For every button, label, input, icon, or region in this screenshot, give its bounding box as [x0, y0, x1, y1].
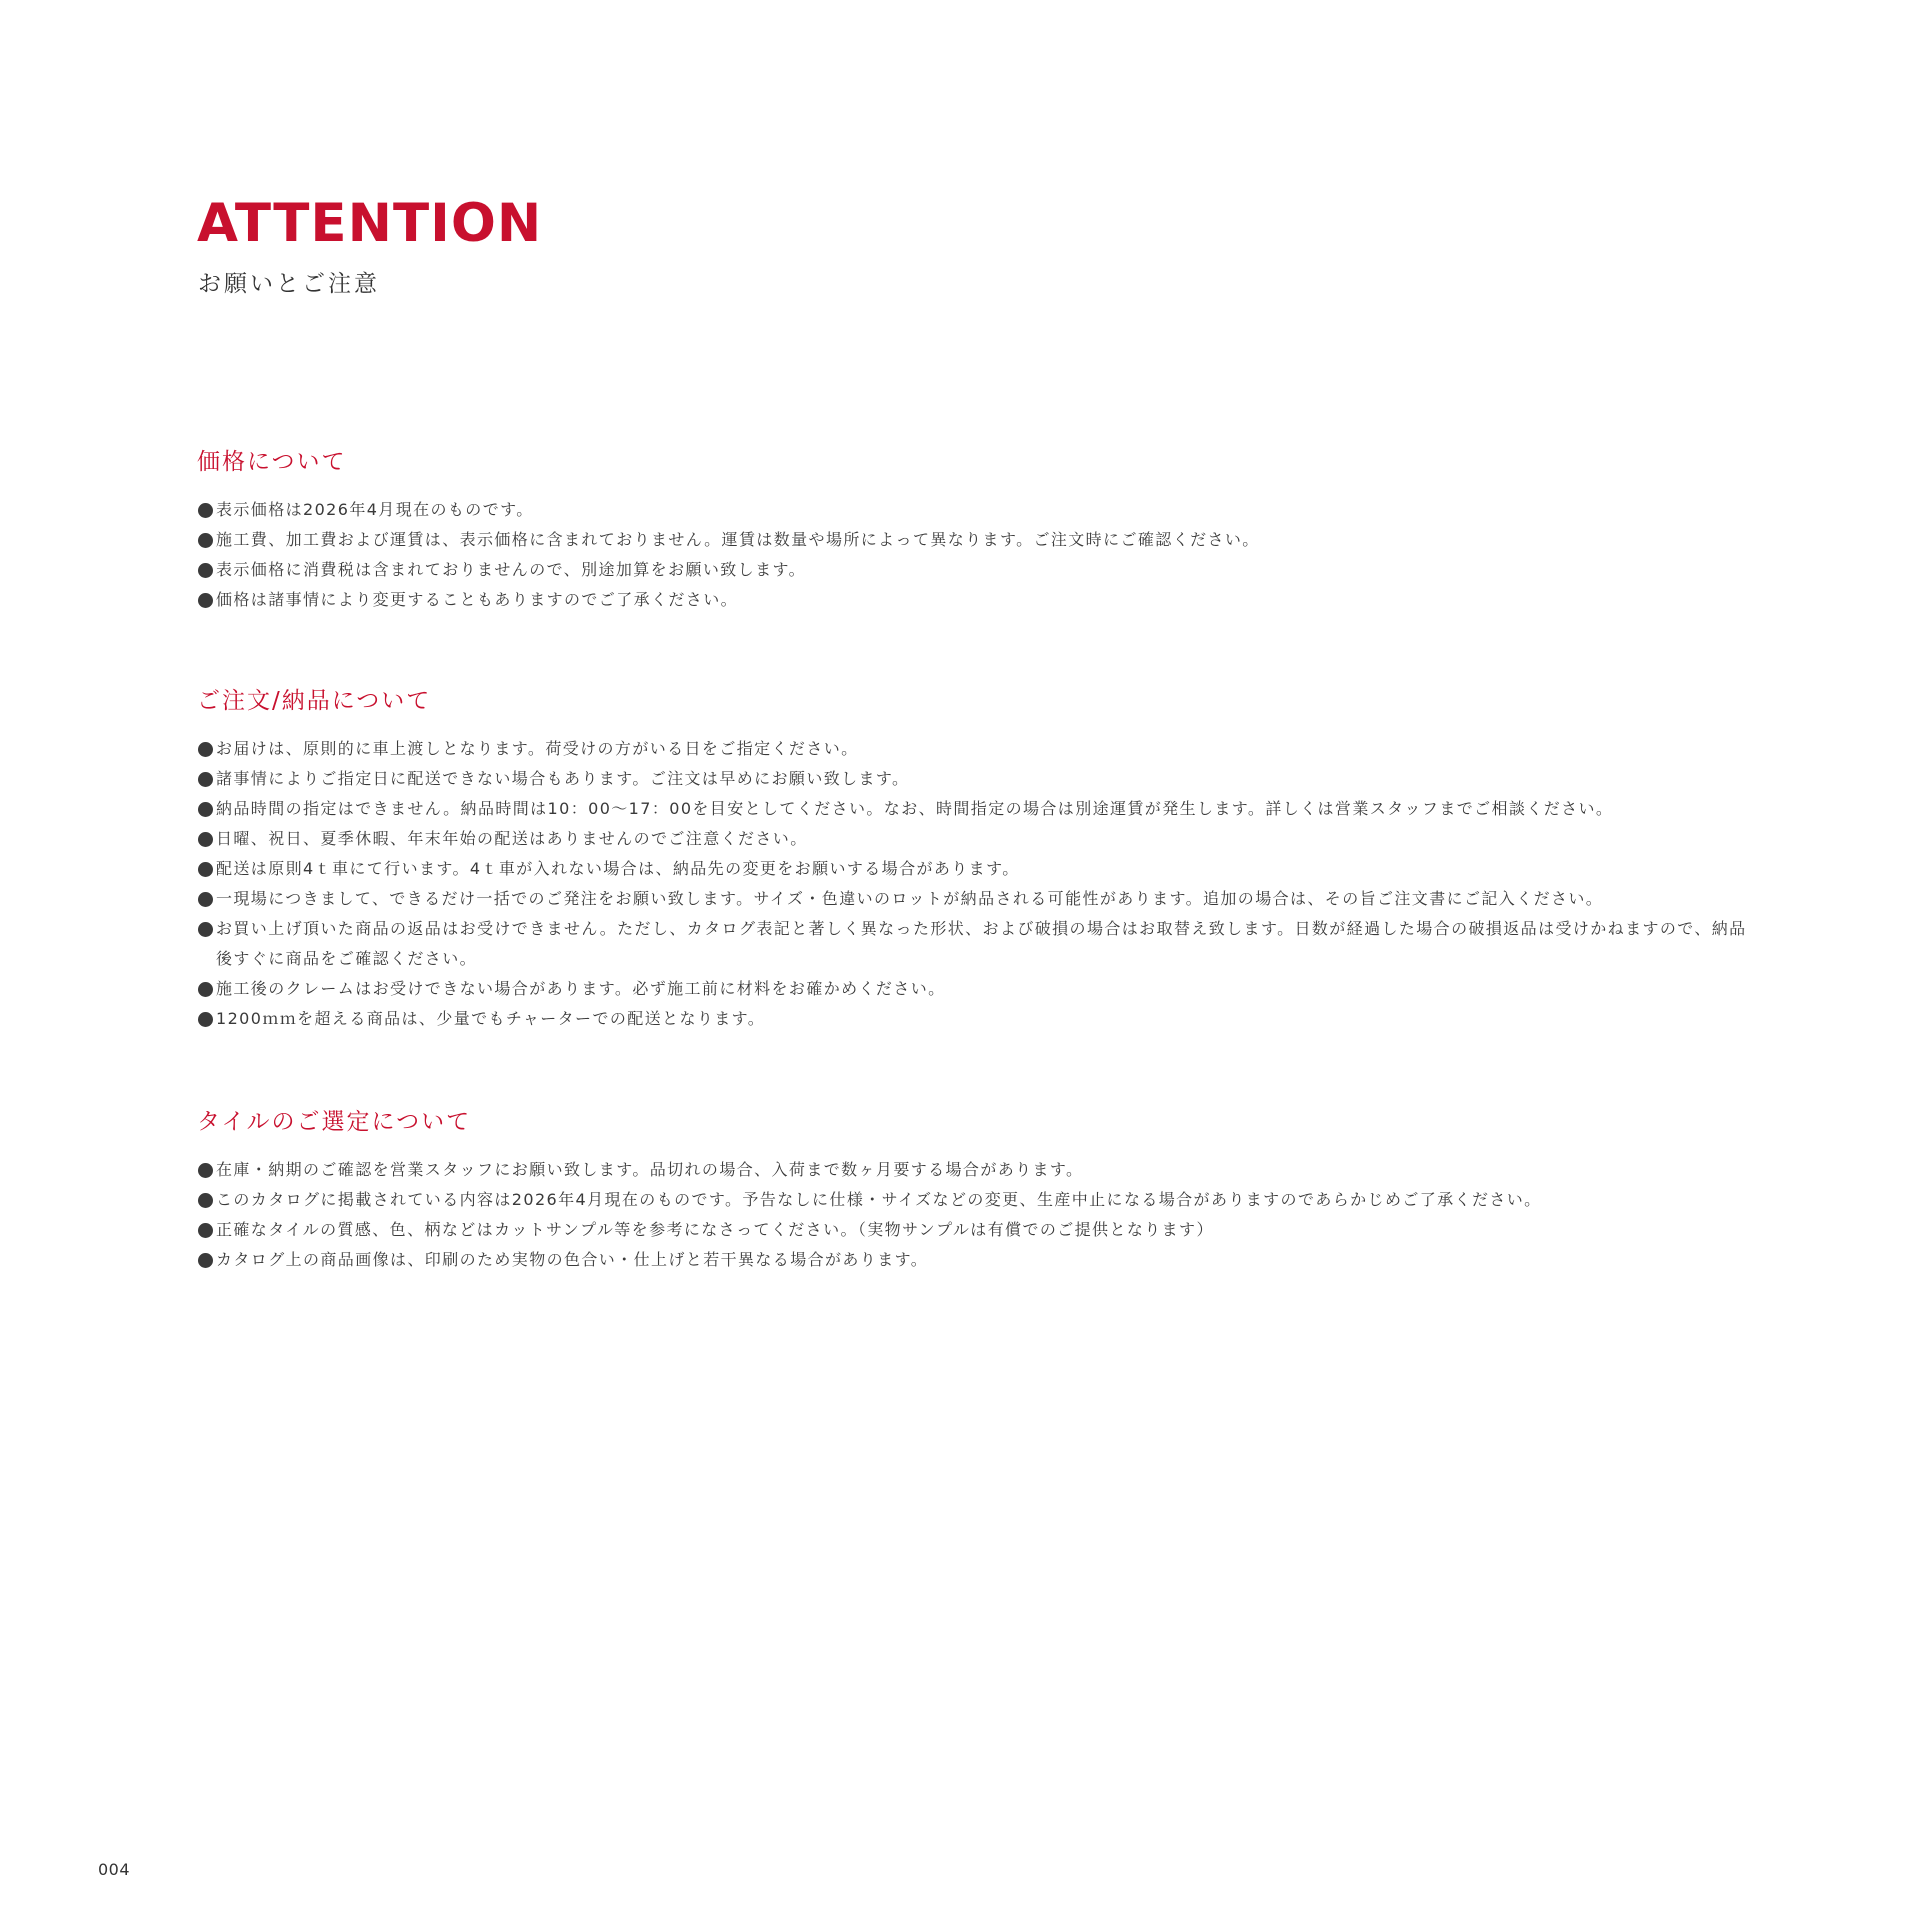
- bullet-icon: [198, 802, 213, 817]
- page-title: ATTENTION: [197, 193, 543, 254]
- bullet-icon: [198, 563, 213, 578]
- bullet-icon: [198, 982, 213, 997]
- bullet-icon: [198, 1012, 213, 1027]
- list-item: [197, 525, 1757, 555]
- bullet-icon: [198, 1223, 213, 1238]
- list-item: [197, 824, 1757, 854]
- bullet-icon: [198, 1253, 213, 1268]
- list-item-text: 在庫・納期のご確認を営業スタッフにお願い致します。品切れの場合、入荷まで数ヶ月要する場合があります。: [216, 1160, 1084, 1179]
- list-item-text: 納品時間の指定はできません。納品時間は10：00～17：00を目安としてください。なお、時間指定の場合は別途運賃が発生します。詳しくは営業スタッフまでご相談ください。: [216, 799, 1614, 818]
- list-item-text: 正確なタイルの質感、色、柄などはカットサンプル等を参考になさってください。（実物サンプルは有償でのご提供となります）: [216, 1220, 1214, 1239]
- list-item: [197, 794, 1757, 824]
- bullet-icon: [198, 892, 213, 907]
- bullet-icon: [198, 593, 213, 608]
- list-item-text: 価格は諸事情により変更することもありますのでご了承ください。: [216, 590, 739, 609]
- list-item-text: 表示価格は2026年4月現在のものです。: [216, 500, 534, 519]
- page-number: 004: [98, 1860, 131, 1879]
- list-item-text: 表示価格に消費税は含まれておりませんので、別途加算をお願い致します。: [216, 560, 807, 579]
- list-item: [197, 854, 1757, 884]
- list-item: [197, 884, 1757, 914]
- page-subtitle: お願いとご注意: [198, 271, 380, 297]
- list-item: [197, 1245, 1757, 1275]
- section-heading: タイルのご選定について: [197, 1109, 472, 1135]
- section-heading: ご注文/納品について: [197, 688, 432, 714]
- list-item-text: このカタログに掲載されている内容は2026年4月現在のものです。予告なしに仕様・サイズなどの変更、生産中止になる場合がありますのであらかじめご了承ください。: [216, 1190, 1542, 1209]
- bullet-icon: [198, 742, 213, 757]
- section-heading: 価格について: [197, 449, 347, 475]
- list-item-text: 日曜、祝日、夏季休暇、年末年始の配送はありませんのでご注意ください。: [216, 829, 808, 848]
- notice-list: [197, 495, 1757, 615]
- bullet-icon: [198, 1193, 213, 1208]
- bullet-icon: [198, 922, 213, 937]
- list-item: [197, 764, 1757, 794]
- section-tile-selection: [197, 1106, 1757, 1275]
- list-item: [197, 1185, 1757, 1215]
- list-item-text: 施工費、加工費および運賃は、表示価格に含まれておりません。運賃は数量や場所によって異なります。ご注文時にご確認ください。: [216, 530, 1260, 549]
- notice-list: [197, 1155, 1757, 1275]
- list-item: [197, 1155, 1757, 1185]
- section-price: [197, 446, 1757, 615]
- section-order-delivery: [197, 685, 1757, 1034]
- bullet-icon: [198, 533, 213, 548]
- list-item: [197, 734, 1757, 764]
- list-item-text: お買い上げ頂いた商品の返品はお受けできません。ただし、カタログ表記と著しく異なった形状、および破損の場合はお取替え致します。日数が経過した場合の破損返品は受けかねますので、納品後すぐに商品をご確認ください。: [216, 919, 1747, 968]
- list-item: [197, 555, 1757, 585]
- list-item: [197, 585, 1757, 615]
- list-item: [197, 914, 1757, 974]
- bullet-icon: [198, 862, 213, 877]
- list-item-text: 配送は原則4ｔ車にて行います。4ｔ車が入れない場合は、納品先の変更をお願いする場合があります。: [216, 859, 1020, 878]
- bullet-icon: [198, 832, 213, 847]
- list-item: [197, 974, 1757, 1004]
- notice-list: [197, 734, 1757, 1034]
- list-item-text: 一現場につきまして、できるだけ一括でのご発注をお願い致します。サイズ・色違いのロットが納品される可能性があります。追加の場合は、その旨ご注文書にご記入ください。: [216, 889, 1604, 908]
- list-item-text: 施工後のクレームはお受けできない場合があります。必ず施工前に材料をお確かめください。: [216, 979, 946, 998]
- list-item-text: 1200ｍｍを超える商品は、少量でもチャーターでの配送となります。: [216, 1009, 766, 1028]
- list-item-text: 諸事情によりご指定日に配送できない場合もあります。ご注文は早めにお願い致します。: [216, 769, 910, 788]
- list-item-text: カタログ上の商品画像は、印刷のため実物の色合い・仕上げと若干異なる場合があります。: [216, 1250, 929, 1269]
- bullet-icon: [198, 503, 213, 518]
- list-item-text: お届けは、原則的に車上渡しとなります。荷受けの方がいる日をご指定ください。: [216, 739, 859, 758]
- bullet-icon: [198, 1163, 213, 1178]
- bullet-icon: [198, 772, 213, 787]
- list-item: [197, 1004, 1757, 1034]
- list-item: [197, 495, 1757, 525]
- list-item: [197, 1215, 1757, 1245]
